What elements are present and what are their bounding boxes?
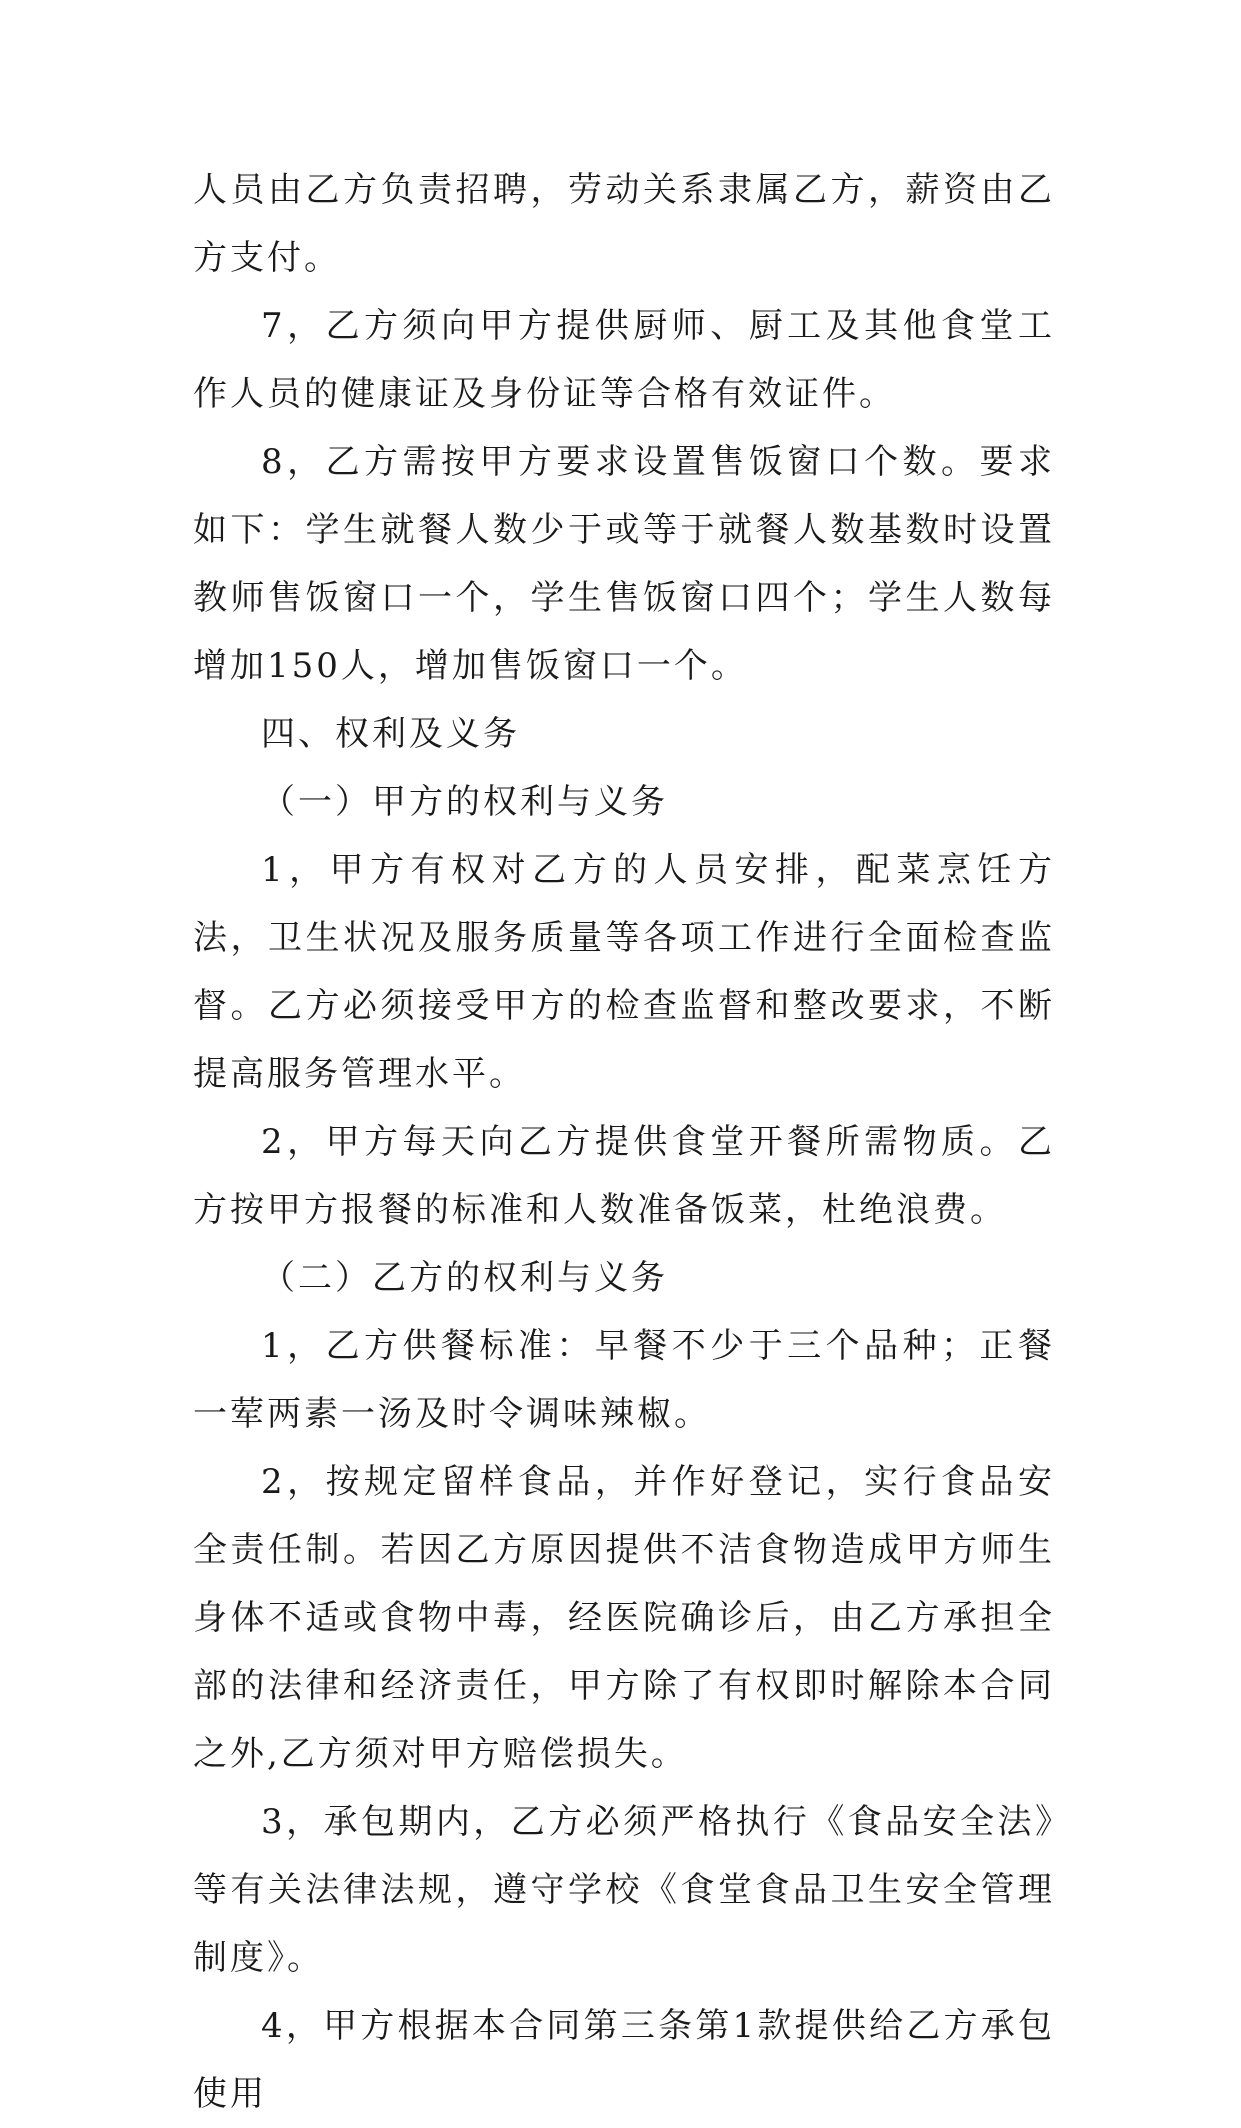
paragraph-b-item-2-food-safety: 2，按规定留样食品，并作好登记，实行食品安全责任制。若因乙方原因提供不洁食物造成甲方师生身体不适或食物中毒，经医院确诊后，由乙方承担全部的法律和经济责任，甲方除了有权即时解除本合同之外,乙方须对甲方赔偿损失。	[193, 1462, 1055, 1774]
paragraph-a-item-1-supervision: 1，甲方有权对乙方的人员安排，配菜烹饪方法，卫生状况及服务质量等各项工作进行全面检查监督。乙方必须接受甲方的检查监督和整改要求，不断提高服务管理水平。	[193, 850, 1055, 1094]
paragraph-item-7-certificates: 7，乙方须向甲方提供厨师、厨工及其他食堂工作人员的健康证及身份证等合格有效证件。	[193, 306, 1055, 414]
section-heading-rights-duties: 四、权利及义务	[261, 714, 520, 754]
paragraph-staff-recruitment: 人员由乙方负责招聘，劳动关系隶属乙方，薪资由乙方支付。	[193, 170, 1055, 278]
paragraph-b-item-3-regulations: 3，承包期内，乙方必须严格执行《食品安全法》等有关法律法规，遵守学校《食堂食品卫生安全管理制度》。	[193, 1802, 1055, 1978]
paragraph-item-8-windows: 8，乙方需按甲方要求设置售饭窗口个数。要求如下：学生就餐人数少于或等于就餐人数基数时设置教师售饭窗口一个，学生售饭窗口四个；学生人数每增加150人，增加售饭窗口一个。	[193, 442, 1055, 686]
paragraph-b-item-4-usage: 4，甲方根据本合同第三条第1款提供给乙方承包使用	[193, 2006, 1055, 2114]
paragraph-b-item-1-meal-standard: 1，乙方供餐标准：早餐不少于三个品种；正餐一荤两素一汤及时令调味辣椒。	[193, 1326, 1055, 1434]
subheading-party-a: （一）甲方的权利与义务	[261, 782, 668, 822]
document-body	[193, 156, 1055, 2128]
subheading-party-b: （二）乙方的权利与义务	[261, 1258, 668, 1298]
paragraph-a-item-2-supplies: 2，甲方每天向乙方提供食堂开餐所需物质。乙方按甲方报餐的标准和人数准备饭菜，杜绝浪费。	[193, 1122, 1055, 1230]
